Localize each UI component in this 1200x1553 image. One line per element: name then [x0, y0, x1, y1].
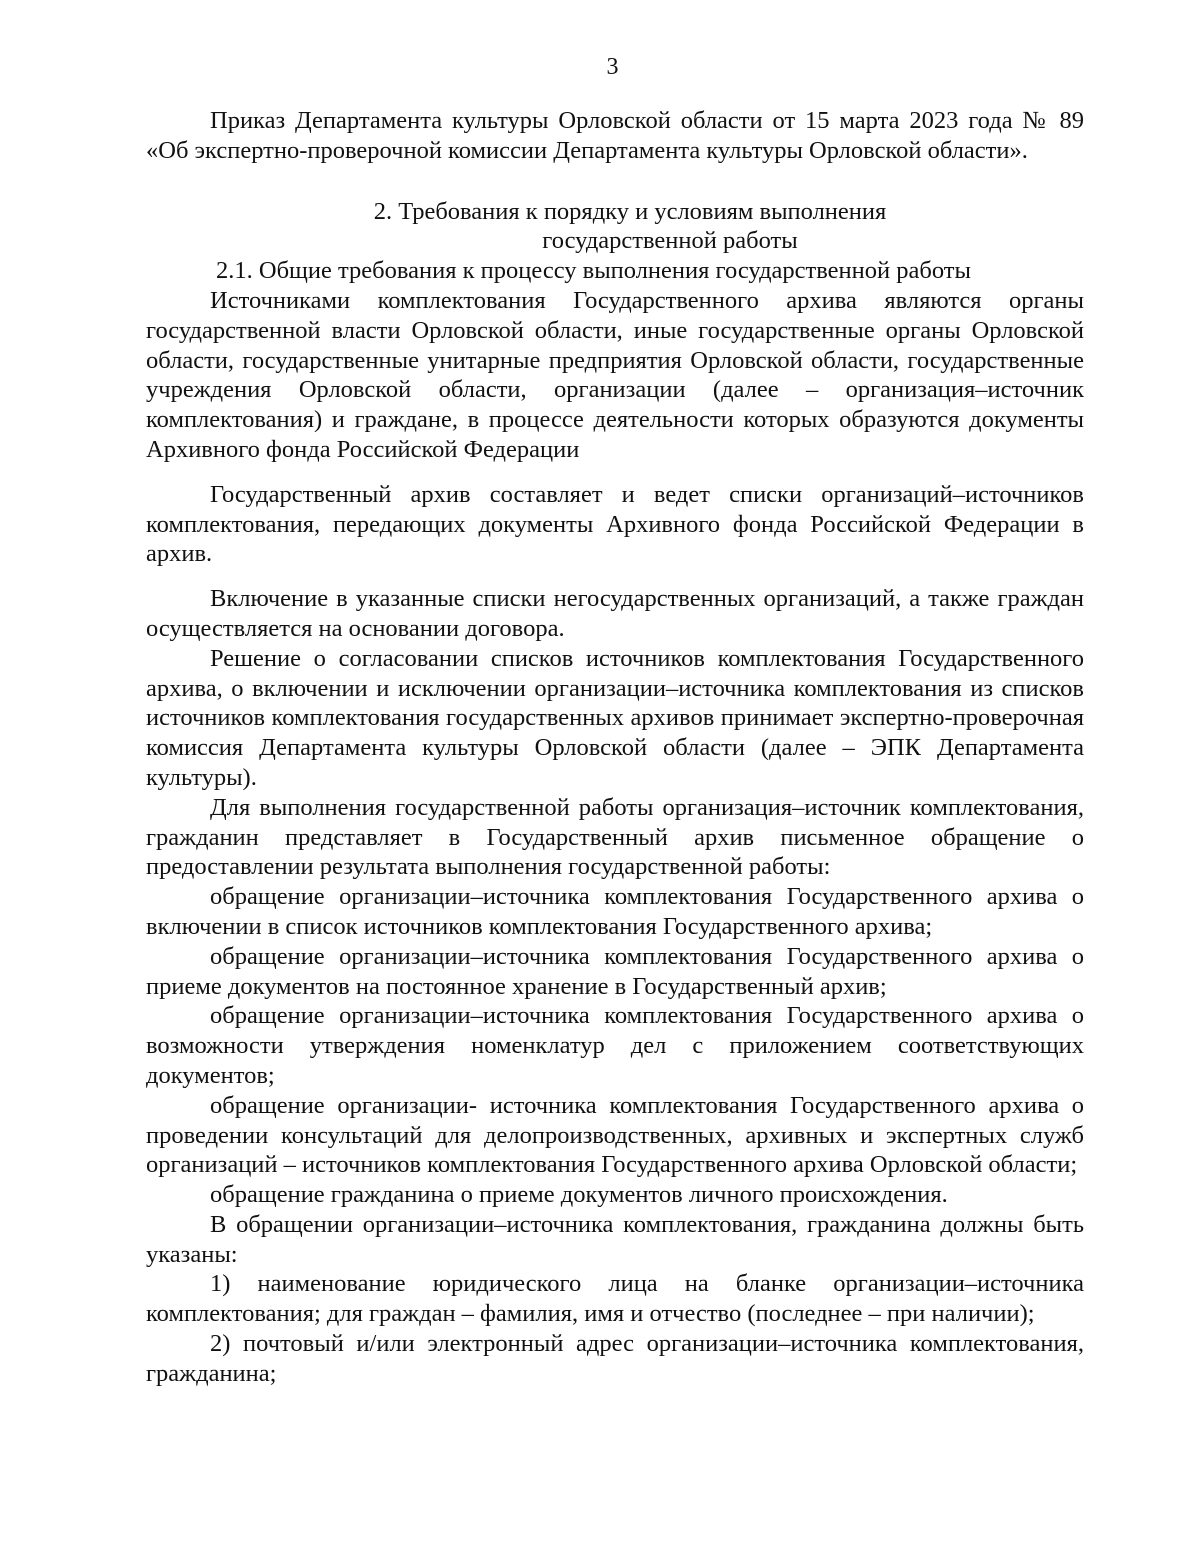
- paragraph: Включение в указанные списки негосударственных организаций, а также граждан осуществляется на основании договора.: [146, 585, 1084, 642]
- paragraph: обращение организации–источника комплектования Государственного архива о возможности утверждения номенклатур дел с приложением соответствующих документов;: [146, 1002, 1084, 1089]
- paragraph: Решение о согласовании списков источников комплектования Государственного архива, о включении и исключении организации–источника комплектования из списков источников комплектования государственных архивов принимает экспертно-проверочная комиссия Департамента культуры Орловской области (далее – ЭПК Департамента культуры).: [146, 644, 1084, 791]
- intro-paragraph: Приказ Департамента культуры Орловской области от 15 марта 2023 года № 89 «Об экспертно-проверочной комиссии Департамента культуры Орловской области».: [146, 107, 1084, 164]
- paragraph: Источниками комплектования Государственного архива являются органы государственной власти Орловской области, иные государственные органы Орловской области, государственные унитарные предприятия Орловской области, государственные учреждения Орловской области, организации (далее – организация–источник комплектования) и граждане, в процессе деятельности которых образуются документы Архивного фонда Российской Федерации: [146, 286, 1084, 463]
- subsection-title: 2.1. Общие требования к процессу выполнения государственной работы: [216, 257, 971, 285]
- list-item: 2) почтовый и/или электронный адрес организации–источника комплектования, гражданина;: [146, 1330, 1084, 1387]
- paragraph: Государственный архив составляет и ведет списки организаций–источников комплектования, передающих документы Архивного фонда Российской Федерации в архив.: [146, 480, 1084, 568]
- document-body: [146, 106, 1084, 1389]
- list-item: 1) наименование юридического лица на бланке организации–источника комплектования; для граждан – фамилия, имя и отчество (последнее – при наличии);: [146, 1270, 1084, 1328]
- section-title-line-2: государственной работы: [542, 227, 798, 255]
- paragraph: обращение организации–источника комплектования Государственного архива о приеме документов на постоянное хранение в Государственный архив;: [146, 942, 1084, 1000]
- paragraph: обращение организации- источника комплектования Государственного архива о проведении консультаций для делопроизводственных, архивных и экспертных служб организаций – источников комплектования Государственного архива Орловской области;: [146, 1091, 1084, 1179]
- paragraph: В обращении организации–источника комплектования, гражданина должны быть указаны:: [146, 1210, 1084, 1268]
- paragraph: обращение гражданина о приеме документов личного происхождения.: [210, 1181, 948, 1209]
- section-title-line-1: 2. Требования к порядку и условиям выполнения: [373, 197, 887, 225]
- paragraph: Для выполнения государственной работы организация–источник комплектования, гражданин представляет в Государственный архив письменное обращение о предоставлении результата выполнения государственной работы:: [146, 793, 1084, 881]
- paragraph: обращение организации–источника комплектования Государственного архива о включении в список источников комплектования Государственного архива;: [146, 883, 1084, 940]
- page-number: 3: [606, 54, 619, 80]
